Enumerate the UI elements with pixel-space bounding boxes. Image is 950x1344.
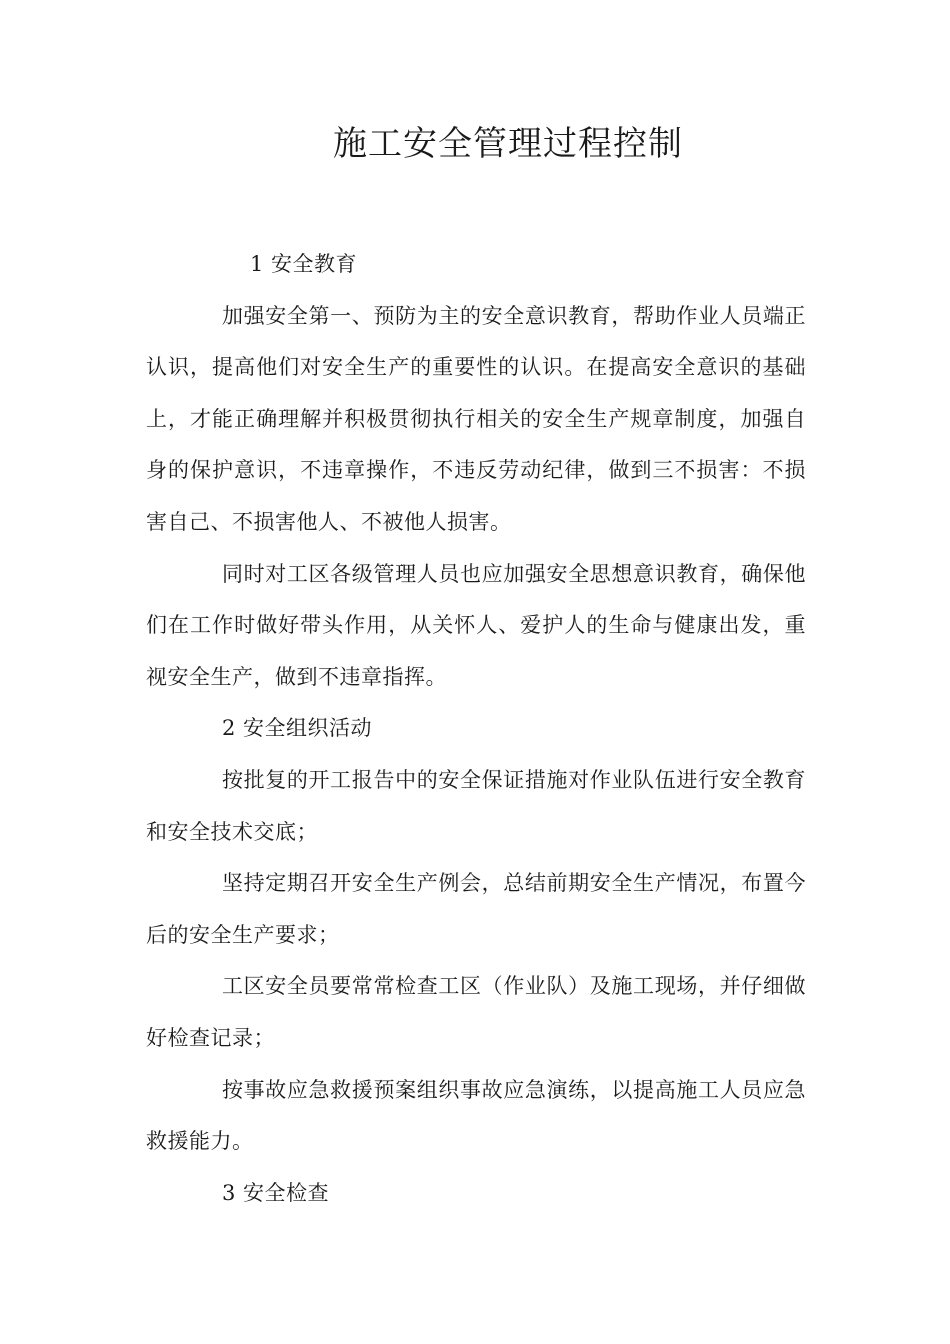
document-body (146, 239, 806, 1219)
paragraph: 加强安全第一、预防为主的安全意识教育，帮助作业人员端正认识，提高他们对安全生产的重要性的认识。在提高安全意识的基础上，才能正确理解并积极贯彻执行相关的安全生产规章制度，加强自身的保护意识，不违章操作，不违反劳动纪律，做到三不损害：不损害自己、不损害他人、不被他人损害。 (146, 303, 806, 534)
paragraph: 工区安全员要常常检查工区（作业队）及施工现场，并仔细做好检查记录； (146, 974, 806, 1050)
section-heading-safety-activities: 2 安全组织活动 (222, 716, 373, 741)
paragraph: 坚持定期召开安全生产例会，总结前期安全生产情况，布置今后的安全生产要求； (146, 871, 806, 947)
paragraph: 按事故应急救援预案组织事故应急演练，以提高施工人员应急救援能力。 (146, 1077, 806, 1154)
document-title: 施工安全管理过程控制 (333, 124, 683, 164)
section-heading-safety-education: 1 安全教育 (250, 252, 358, 276)
paragraph: 同时对工区各级管理人员也应加强安全思想意识教育，确保他们在工作时做好带头作用，从关怀人、爱护人的生命与健康出发，重视安全生产，做到不违章指挥。 (146, 561, 806, 689)
section-heading-safety-inspection: 3 安全检查 (222, 1180, 330, 1205)
paragraph: 按批复的开工报告中的安全保证措施对作业队伍进行安全教育和安全技术交底； (146, 767, 806, 844)
